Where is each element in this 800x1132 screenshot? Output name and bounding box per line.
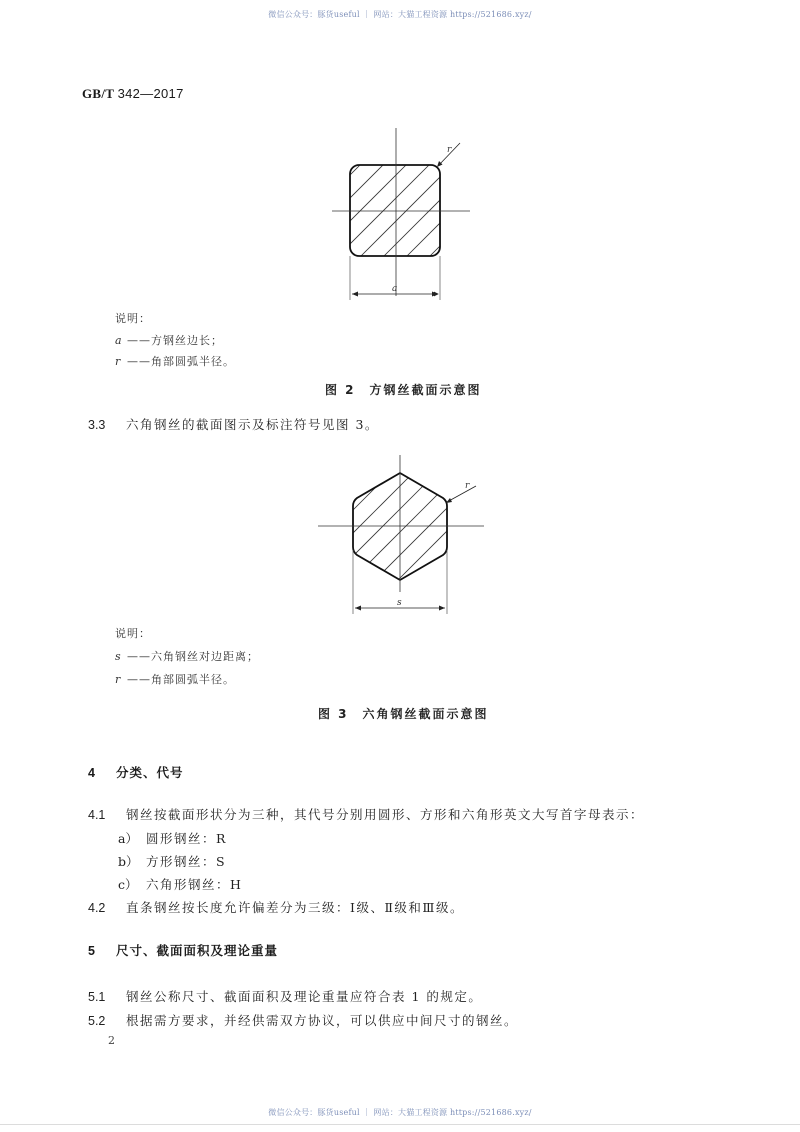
figure-2-legend-title: 说明： [115,312,151,325]
section-number: 5 [88,944,96,958]
section-5-heading [88,941,278,959]
watermark-top: 微信公众号：豚货useful ｜ 网站：大猫工程资源 https://521686.xyz/ [268,10,532,19]
legend-symbol: r [115,355,121,368]
figure-3-hexagon-section [318,453,484,614]
clause-number: 3.3 [88,418,106,432]
figure-2-caption: 图 2 方钢丝截面示意图 [325,383,482,397]
clause-text: 直条钢丝按长度允许偏差分为三级：Ⅰ级、Ⅱ级和Ⅲ级。 [126,900,464,915]
footer-divider [0,1124,800,1125]
section-4-heading [88,763,184,781]
list-text: 六角形钢丝：H [146,877,243,892]
legend-text: ——角部圆弧半径。 [127,673,235,686]
clause-text: 六角钢丝的截面图示及标注符号见图 3。 [126,417,379,432]
figure-2-label-r: r [447,145,452,155]
clause-4-1 [88,805,644,823]
figure-3-caption: 图 3 六角钢丝截面示意图 [318,707,489,721]
clause-3-3 [88,415,379,433]
clause-text: 钢丝按截面形状分为三种，其代号分别用圆形、方形和六角形英文大写首字母表示： [126,807,645,822]
legend-text: ——六角钢丝对边距离； [127,650,259,663]
clause-5-2 [88,1011,518,1029]
page-number: 2 [108,1034,115,1047]
figure-3-legend-r [115,671,235,687]
figure-2-square-section [330,128,470,300]
list-marker: c） [118,877,138,892]
standard-prefix: GB/T [82,86,115,101]
legend-symbol: a [115,334,122,347]
clause-number: 5.1 [88,990,106,1004]
legend-symbol: r [115,673,121,686]
clause-number: 4.1 [88,808,106,822]
legend-text: ——角部圆弧半径。 [127,355,235,368]
figure-2-legend-a [115,332,223,348]
clause-text: 根据需方要求，并经供需双方协议，可以供应中间尺寸的钢丝。 [126,1013,519,1028]
list-item-hexagon [118,875,242,893]
figure-2-label-a: a [392,284,398,294]
figure-3-legend-s [115,648,259,664]
watermark-bottom: 微信公众号：豚货useful ｜ 网站：大猫工程资源 https://521686.xyz/ [268,1108,532,1117]
list-item-round [118,829,227,847]
list-marker: b） [118,854,139,869]
list-item-square [118,852,226,870]
standard-code: 342—2017 [117,86,184,101]
legend-symbol: s [115,650,121,663]
clause-4-2 [88,898,464,916]
list-marker: a） [118,831,138,846]
clause-text: 钢丝公称尺寸、截面面积及理论重量应符合表 1 的规定。 [126,989,483,1004]
section-number: 4 [88,766,96,780]
legend-text: ——方钢丝边长； [127,334,223,347]
clause-number: 5.2 [88,1014,106,1028]
figure-3-label-r: r [465,481,470,491]
list-text: 圆形钢丝：R [146,831,227,846]
list-text: 方形钢丝：S [146,854,227,869]
section-title: 分类、代号 [116,765,184,780]
figure-3-label-s: s [397,598,402,608]
section-title: 尺寸、截面面积及理论重量 [116,943,279,958]
figure-2-legend-r [115,353,235,369]
clause-number: 4.2 [88,901,106,915]
figure-3-legend-title: 说明： [115,627,151,640]
clause-5-1 [88,987,482,1005]
